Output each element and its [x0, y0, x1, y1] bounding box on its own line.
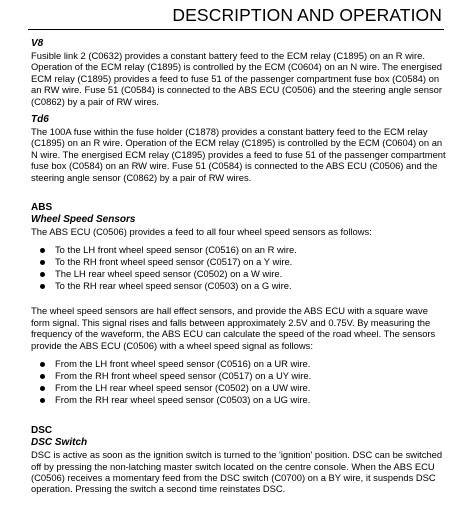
v8-heading: V8: [31, 38, 44, 49]
bullet-icon: [40, 362, 45, 367]
abs-signal-paragraph: The wheel speed sensors are hall effect sensors, and provide the ABS ECU with a square wave form signal. This signal rises and falls between approximately 2.5V and 0.75V. By measuring the frequency of the waveform, the ABS ECU can calculate the speed of the road wheel. The sensors provide the ABS ECU (C0506) with a wheel speed signal as follows:: [31, 305, 436, 351]
list-item: To the RH rear wheel speed sensor (C0503) on a G wire.: [31, 280, 449, 292]
abs-intro: The ABS ECU (C0506) provides a feed to all four wheel speed sensors as follows:: [31, 226, 372, 238]
bullet-icon: [40, 248, 45, 253]
v8-paragraph: Fusible link 2 (C0632) provides a constant battery feed to the ECM relay (C1895) on an R wire. Operation of the ECM relay (C1895) is controlled by the ECM (C0604) on an N wire. The energised ECM relay (C1895) provides a feed to fuse 51 of the passenger compartment fuse box (C0584) on an RW wire. Fuse 51 (C0584) is connected to the ABS ECU (C0506) and the steering angle sensor (C0862) by a pair of RW wires.: [31, 50, 442, 107]
page-header: [0, 0, 452, 34]
bullet-icon: [40, 260, 45, 265]
list-item: The LH rear wheel speed sensor (C0502) on a W wire.: [31, 268, 449, 280]
feed-list: [31, 244, 449, 292]
list-item: To the LH front wheel speed sensor (C0516) on an R wire.: [31, 244, 449, 256]
list-item: From the RH front wheel speed sensor (C0517) on a UY wire.: [31, 370, 449, 382]
td6-heading: Td6: [31, 114, 49, 126]
dsc-heading: DSC: [31, 425, 53, 437]
bullet-icon: [40, 374, 45, 379]
signal-list: [31, 358, 449, 406]
bullet-icon: [40, 386, 45, 391]
bullet-icon: [40, 284, 45, 289]
bullet-icon: [40, 398, 45, 403]
list-item: From the RH rear wheel speed sensor (C0503) on a UG wire.: [31, 394, 449, 406]
page-title: DESCRIPTION AND OPERATION: [172, 5, 442, 25]
list-item: From the LH rear wheel speed sensor (C0502) on a UW wire.: [31, 382, 449, 394]
abs-heading: ABS: [31, 202, 53, 214]
dsc-paragraph: DSC is active as soon as the ignition switch is turned to the 'ignition' position. DSC can be switched off by pressing the non-latching master switch located on the centre console. When the ABS ECU (C0506) receives a momentary feed from the DSC switch (C0700) on a BY wire, it suspends DSC operation. Pressing the switch a second time reinstates DSC.: [31, 449, 443, 495]
td6-paragraph: The 100A fuse within the fuse holder (C1878) provides a constant battery feed to the ECM relay (C1895) on an R wire. Operation of the ECM relay (C1895) is controlled by the ECM (C0604) on an N wire. The energised ECM relay (C1895) provides a feed to fuse 51 of the passenger compartment fuse box (C0584) on an RW wire. Fuse 51 (C0584) is connected to the ABS ECU (C0506) and the steering angle sensor (C0862) by a pair of RW wires.: [31, 126, 446, 183]
document-body: [31, 38, 449, 495]
bullet-icon: [40, 272, 45, 277]
list-item: From the LH front wheel speed sensor (C0516) on a UR wire.: [31, 358, 449, 370]
dsc-switch-heading: DSC Switch: [31, 437, 88, 449]
list-item: To the RH front wheel speed sensor (C0517) on a Y wire.: [31, 256, 449, 268]
header-rule: [28, 29, 444, 30]
wheel-speed-sensors-heading: Wheel Speed Sensors: [31, 214, 136, 226]
